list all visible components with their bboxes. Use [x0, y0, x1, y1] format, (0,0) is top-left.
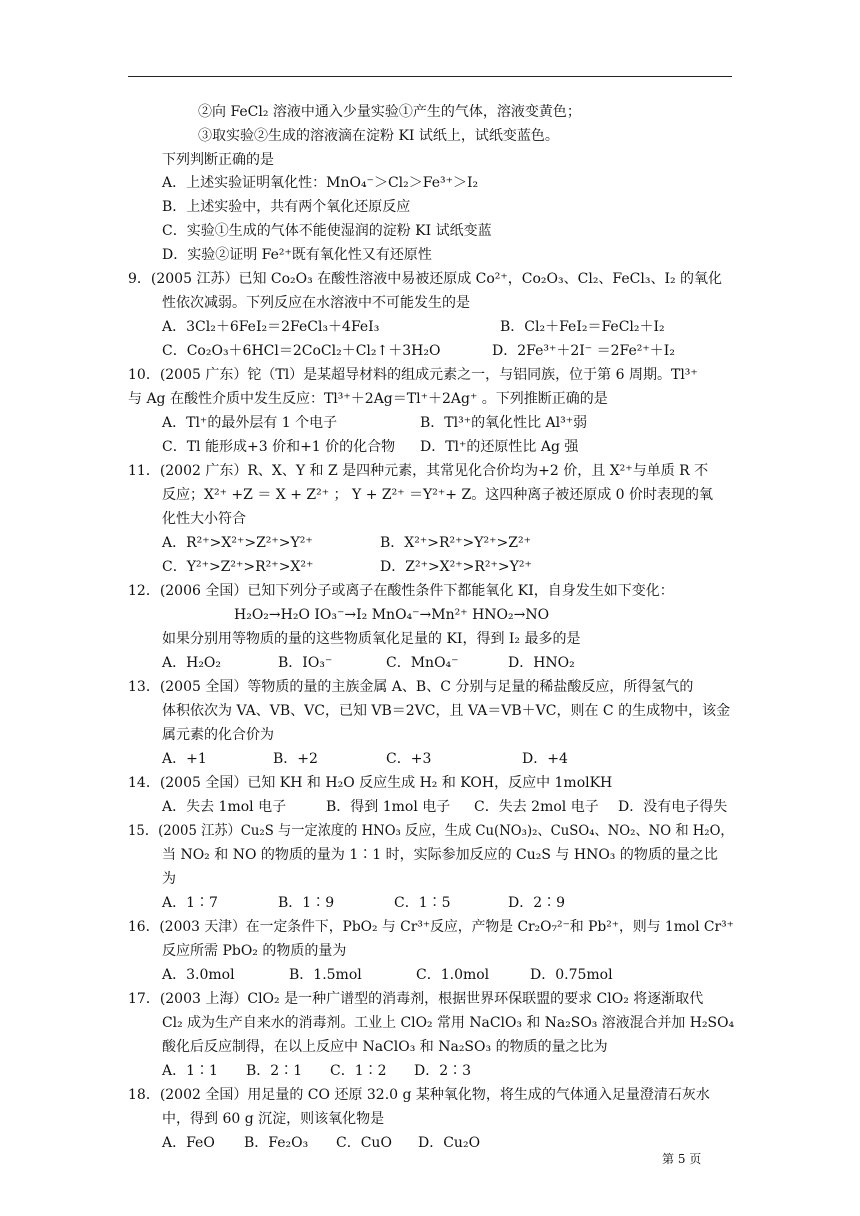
- option-a: A．上述实验证明氧化性：MnO₄⁻＞Cl₂＞Fe³⁺＞I₂: [162, 175, 479, 191]
- text-line: 下列判断正确的是: [162, 152, 274, 168]
- option-d: D．没有电子得失: [618, 799, 728, 815]
- question-17: 17．(2003 上海）ClO₂ 是一种广谱型的消毒剂，根据世界环保联盟的要求 ClO₂ 将逐渐取代: [128, 991, 704, 1007]
- option-c: C．Tl 能形成+3 价和+1 价的化合物: [162, 439, 396, 455]
- option-a: A．失去 1mol 电子: [162, 799, 287, 815]
- page-number: 第 5 页: [662, 1152, 702, 1166]
- option-b: B．2∶1: [246, 1063, 303, 1079]
- option-c: C．CuO: [336, 1135, 392, 1151]
- option-b: B．得到 1mol 电子: [326, 799, 451, 815]
- text-line: 化性大小符合: [162, 511, 246, 527]
- option-d: D．2∶9: [508, 895, 566, 911]
- option-b: B．IO₃⁻: [278, 655, 333, 671]
- option-b: B．1.5mol: [289, 967, 362, 983]
- question-15: 15．(2005 江苏）Cu₂S 与一定浓度的 HNO₃ 反应，生成 Cu(NO₃)₂、CuSO₄、NO₂、NO 和 H₂O，: [128, 823, 734, 839]
- option-c: C．1.0mol: [416, 967, 490, 983]
- option-c: C．1∶2: [330, 1063, 387, 1079]
- option-d: D．实验②证明 Fe²⁺既有氧化性又有还原性: [162, 247, 432, 263]
- text-line: 反应；X²⁺ +Z ＝ X + Z²⁺ ； Y + Z²⁺ ＝Y²⁺+ Z。这四种离子被还原成 0 价时表现的氧: [162, 487, 714, 503]
- option-d: D．2Fe³⁺＋2I⁻ ＝2Fe²⁺＋I₂: [492, 343, 675, 359]
- option-a: A．FeO: [162, 1135, 215, 1151]
- option-b: B．Fe₂O₃: [244, 1135, 309, 1151]
- option-b: B．1∶9: [278, 895, 335, 911]
- text-line: 体积依次为 VA、VB、VC，已知 VB＝2VC，且 VA＝VB＋VC，则在 C 的生成物中，该金: [162, 703, 731, 719]
- question-12: 12．(2006 全国）已知下列分子或离子在酸性条件下都能氧化 KI，自身发生如下变化：: [128, 583, 674, 599]
- option-a: A．1∶7: [162, 895, 218, 911]
- option-a: A．3Cl₂＋6FeI₂＝2FeCl₃＋4FeI₃: [162, 319, 380, 335]
- question-13: 13．(2005 全国）等物质的量的主族金属 A、B、C 分别与足量的稀盐酸反应，所得氢气的: [128, 679, 694, 695]
- text-line: ③取实验②生成的溶液滴在淀粉 KI 试纸上，试纸变蓝色。: [198, 128, 559, 144]
- option-d: D．HNO₂: [508, 655, 575, 671]
- text-line: 如果分别用等物质的量的这些物质氧化足量的 KI，得到 I₂ 最多的是: [162, 631, 581, 647]
- text-line: 与 Ag 在酸性介质中发生反应：Tl³⁺＋2Ag＝Tl⁺＋2Ag⁺ 。下列推断正确的是: [128, 391, 608, 407]
- option-b: B．Tl³⁺的氧化性比 Al³⁺弱: [420, 415, 588, 431]
- question-10: 10．(2005 广东）铊（Tl）是某超导材料的组成元素之一，与铝同族，位于第 6 周期。Tl³⁺: [128, 367, 698, 383]
- option-c: C．MnO₄⁻: [386, 655, 459, 671]
- option-c: C．+3: [386, 751, 432, 767]
- header-rule: [128, 76, 732, 77]
- option-d: D．Z²⁺>X²⁺>R²⁺>Y²⁺: [380, 559, 532, 575]
- option-d: D．Cu₂O: [418, 1135, 481, 1151]
- option-d: D．2∶3: [414, 1063, 472, 1079]
- option-b: B．上述实验中，共有两个氧化还原反应: [162, 199, 411, 215]
- option-c: C．实验①生成的气体不能使湿润的淀粉 KI 试纸变蓝: [162, 223, 492, 239]
- text-line: 为: [162, 871, 176, 887]
- option-b: B．X²⁺>R²⁺>Y²⁺>Z²⁺: [380, 535, 531, 551]
- reaction-list: H₂O₂→H₂O IO₃⁻→I₂ MnO₄⁻→Mn²⁺ HNO₂→NO: [234, 607, 550, 623]
- option-d: D．+4: [522, 751, 568, 767]
- option-a: A．1∶1: [162, 1063, 218, 1079]
- text-line: 当 NO₂ 和 NO 的物质的量为 1∶1 时，实际参加反应的 Cu₂S 与 HNO₃ 的物质的量之比: [162, 847, 718, 863]
- text-line: 中，得到 60 g 沉淀，则该氧化物是: [162, 1111, 385, 1127]
- question-18: 18．(2002 全国）用足量的 CO 还原 32.0 g 某种氧化物，将生成的气体通入足量澄清石灰水: [128, 1087, 710, 1103]
- option-a: A．R²⁺>X²⁺>Z²⁺>Y²⁺: [162, 535, 313, 551]
- text-line: 属元素的化合价为: [162, 727, 274, 743]
- option-c: C．Y²⁺>Z²⁺>R²⁺>X²⁺: [162, 559, 314, 575]
- question-16: 16．(2003 天津）在一定条件下，PbO₂ 与 Cr³⁺反应，产物是 Cr₂O₇²⁻和 Pb²⁺，则与 1mol Cr³⁺: [128, 919, 734, 935]
- option-c: C．1∶5: [394, 895, 451, 911]
- question-14: 14．(2005 全国）已知 KH 和 H₂O 反应生成 H₂ 和 KOH，反应中 1molKH: [128, 775, 613, 791]
- option-d: D．0.75mol: [530, 967, 613, 983]
- question-9: 9．(2005 江苏）已知 Co₂O₃ 在酸性溶液中易被还原成 Co²⁺，Co₂O₃、Cl₂、FeCl₃、I₂ 的氧化: [128, 271, 723, 287]
- option-b: B．Cl₂＋FeI₂＝FeCl₂＋I₂: [500, 319, 665, 335]
- option-c: C．失去 2mol 电子: [474, 799, 599, 815]
- option-c: C．Co₂O₃＋6HCl＝2CoCl₂＋Cl₂↑＋3H₂O: [162, 343, 441, 359]
- text-line: 酸化后反应制得，在以上反应中 NaClO₃ 和 Na₂SO₃ 的物质的量之比为: [162, 1039, 608, 1055]
- option-a: A．H₂O₂: [162, 655, 222, 671]
- text-line: 性依次减弱。下列反应在水溶液中不可能发生的是: [162, 295, 470, 311]
- option-a: A．3.0mol: [162, 967, 235, 983]
- text-line: 反应所需 PbO₂ 的物质的量为: [162, 943, 347, 959]
- option-a: A．+1: [162, 751, 207, 767]
- text-line: Cl₂ 成为生产自来水的消毒剂。工业上 ClO₂ 常用 NaClO₃ 和 Na₂SO₃ 溶液混合并加 H₂SO₄: [162, 1015, 735, 1031]
- text-line: ②向 FeCl₂ 溶液中通入少量实验①产生的气体，溶液变黄色；: [198, 104, 581, 120]
- question-11: 11．(2002 广东）R、X、Y 和 Z 是四种元素，其常见化合价均为+2 价，且 X²⁺与单质 R 不: [128, 463, 709, 479]
- option-a: A．Tl⁺的最外层有 1 个电子: [162, 415, 338, 431]
- option-d: D．Tl⁺的还原性比 Ag 强: [420, 439, 579, 455]
- option-b: B．+2: [273, 751, 318, 767]
